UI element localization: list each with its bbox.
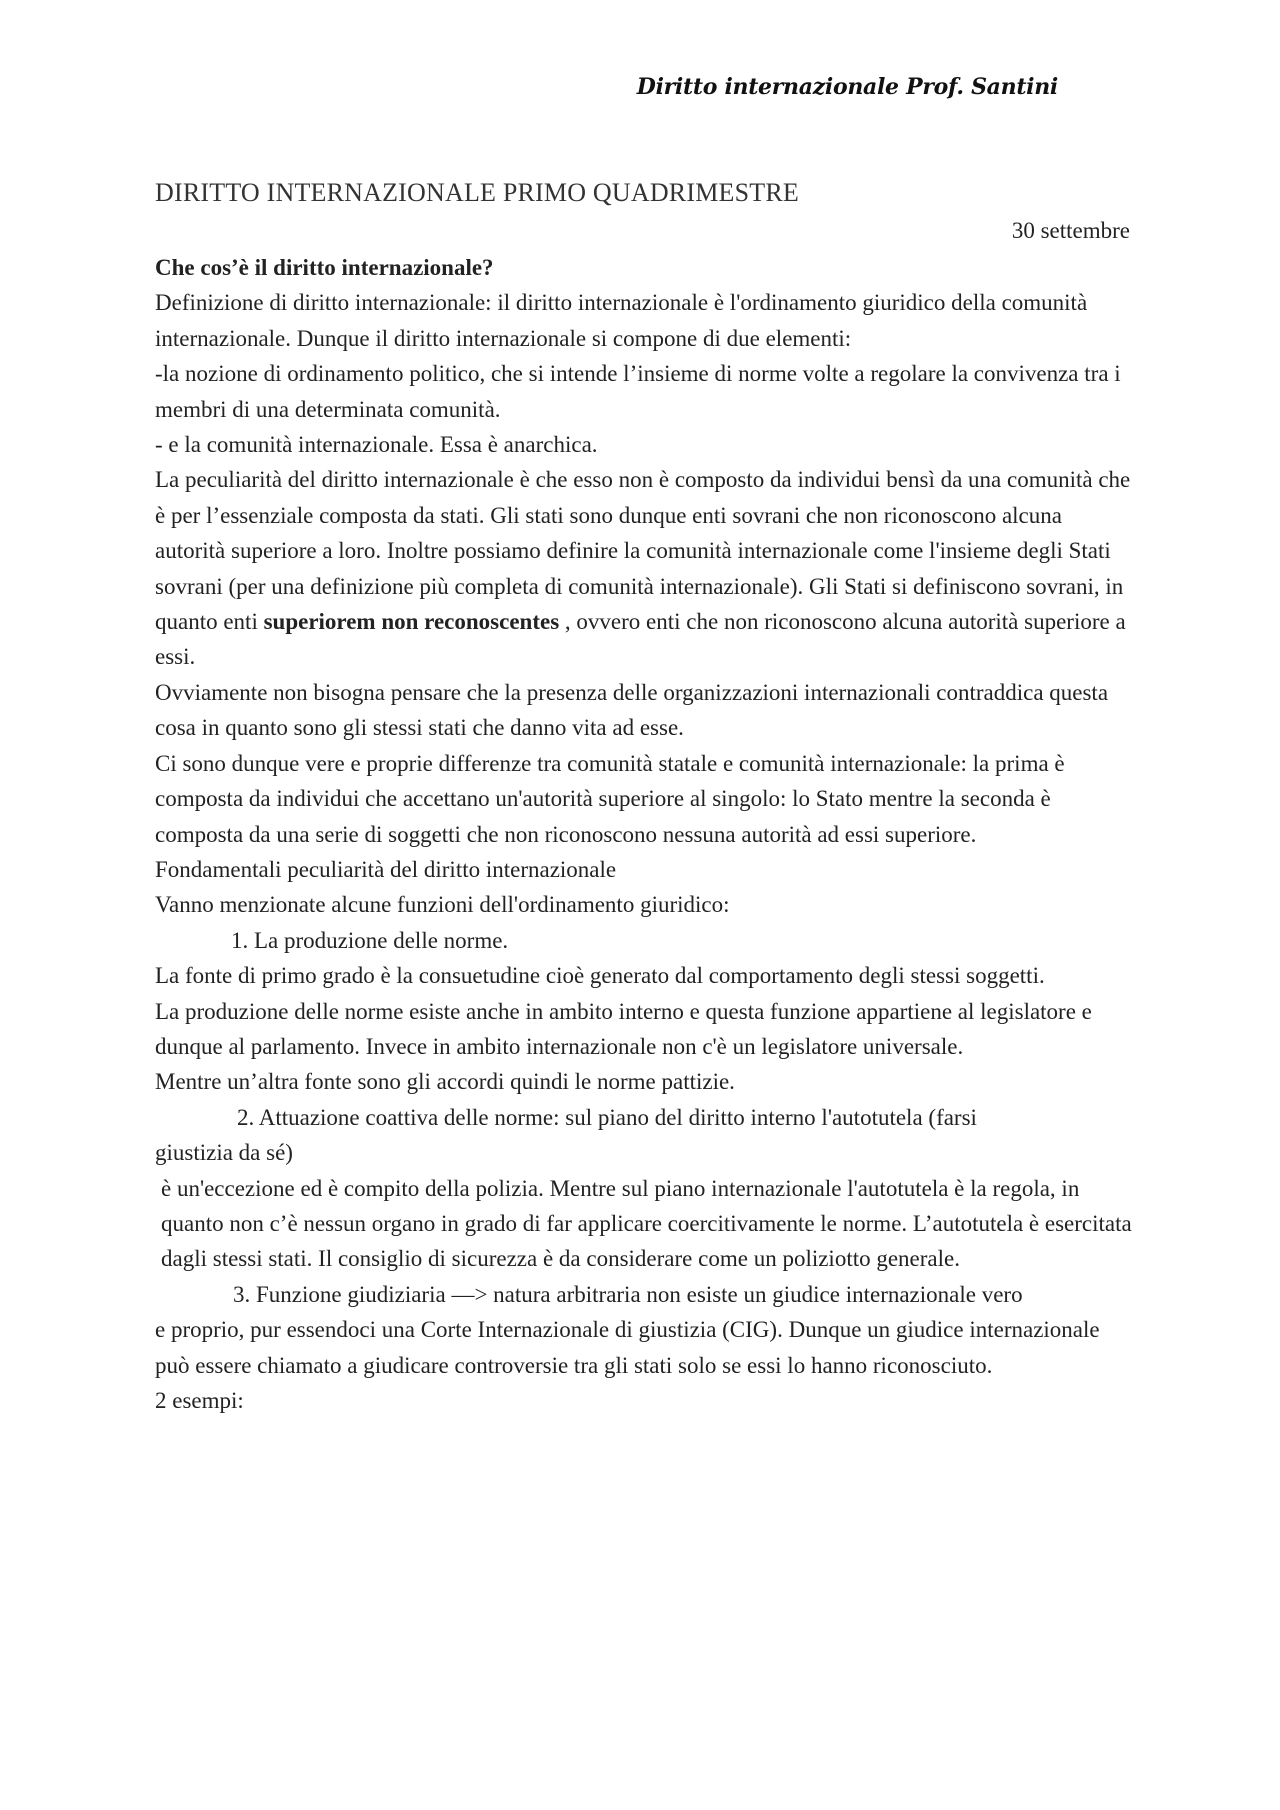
paragraph-text: , ovvero enti che non riconoscono alcuna autorità superiore a essi. — [155, 609, 1126, 670]
paragraph-element-1: -la nozione di ordinamento politico, che si intende l’insieme di norme volte a regolare la convivenza tra i membri di una determinata comunità. — [155, 361, 1121, 422]
paragraph-differences: Ci sono dunque vere e proprie differenze tra comunità statale e comunità internazionale: la prima è composta da individui che accettano un'autorità superiore al singolo: lo Stato mentre la seconda è composta da una serie di soggetti che non riconoscono nessuna autorità ad essi superiore. — [155, 750, 1065, 847]
paragraph-custom: La fonte di primo grado è la consuetudine cioè generato dal comportamento degli stessi soggetti. — [155, 963, 1045, 989]
page-header: Diritto internazionale Prof. Santini — [636, 74, 1058, 100]
paragraph-functions: Vanno menzionate alcune funzioni dell'ordinamento giuridico: — [155, 892, 730, 918]
section-heading: Che cos’è il diritto internazionale? — [155, 255, 494, 280]
document-body — [155, 250, 1135, 1418]
paragraph-self-help: giustizia da sé) — [155, 1140, 293, 1166]
paragraph-definition: Definizione di diritto internazionale: il diritto internazionale è l'ordinamento giuridico della comunità internazionale. Dunque il diritto internazionale si compone di due elementi: — [155, 290, 1088, 351]
paragraph-element-2: - e la comunità internazionale. Essa è anarchica. — [155, 432, 598, 458]
paragraph-organizations: Ovviamente non bisogna pensare che la presenza delle organizzazioni internazionali contraddica questa cosa in quanto sono gli stessi stati che danno vita ad esse. — [155, 679, 1109, 741]
latin-term: superiorem non reconoscentes — [263, 609, 560, 635]
paragraph-legislator: La produzione delle norme esiste anche in ambito interno e questa funzione appartiene al legislatore e dunque al parlamento. Invece in ambito internazionale non c'è un legislatore universale. — [155, 998, 1092, 1059]
lecture-date: 30 settembre — [1011, 218, 1130, 243]
paragraph-subheading: Fondamentali peculiarità del diritto internazionale — [155, 856, 617, 882]
paragraph-court: e proprio, pur essendoci una Corte Internazionale di giustizia (CIG). Dunque un giudice internazionale può essere chiamato a giudicare controversie tra gli stati solo se essi lo hanno riconosciuto. — [155, 1317, 1100, 1378]
document-title: DIRITTO INTERNAZIONALE PRIMO QUADRIMESTRE — [155, 178, 799, 207]
list-item-2: 2. Attuazione coattiva delle norme: sul piano del diritto interno l'autotutela (farsi — [237, 1104, 977, 1130]
list-item-1: 1. La produzione delle norme. — [231, 927, 509, 953]
paragraph-text: La peculiarità del diritto internazionale è che esso non è composto da individui bensì da una comunità che è per l’essenziale composta da stati. Gli stati sono dunque enti sovrani che non riconoscono alcuna autorità superiore a loro. Inoltre possiamo definire la comunità internazionale come l'insieme degli Stati sovrani (per una definizione più completa di comunità internazionale). Gli Stati si definiscono sovrani, in quanto enti — [155, 467, 1131, 635]
paragraph-peculiarity — [155, 462, 1135, 674]
paragraph-treaties: Mentre un’altra fonte sono gli accordi quindi le norme pattizie. — [155, 1069, 735, 1095]
paragraph-examples: 2 esempi: — [155, 1388, 244, 1413]
paragraph-exception: è un'eccezione ed è compito della polizia. Mentre sul piano internazionale l'autotutela è la regola, in quanto non c’è nessun organo in grado di far applicare coercitivamente le norme. L’autotutela è esercitata dagli stessi stati. Il consiglio di sicurezza è da considerare come un poliziotto generale. — [161, 1175, 1132, 1272]
list-item-3: 3. Funzione giudiziaria —> natura arbitraria non esiste un giudice internazionale vero — [233, 1281, 1023, 1307]
